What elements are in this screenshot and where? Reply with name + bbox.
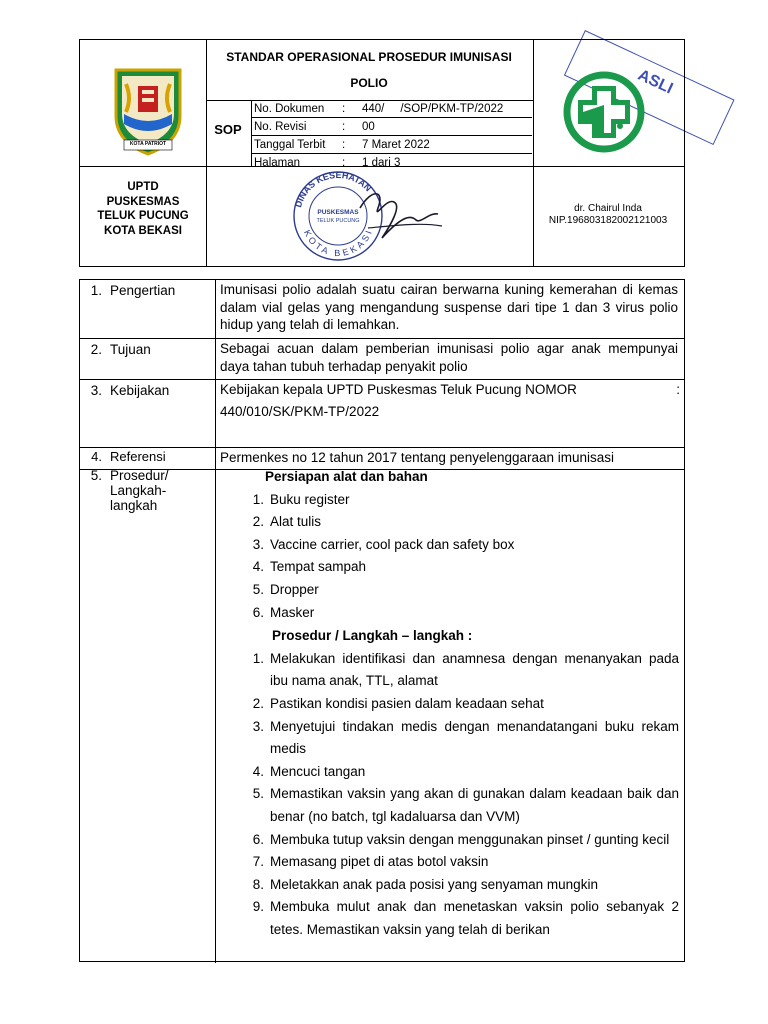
meta-row — [251, 118, 532, 136]
meta-label: No. Dokumen — [254, 102, 325, 115]
meta-value: 440/ /SOP/PKM-TP/2022 — [362, 102, 504, 115]
list-item-number: 2. — [252, 695, 264, 711]
proc-title: Prosedur / Langkah – langkah : — [272, 628, 473, 644]
list-item-number: 1. — [252, 491, 264, 507]
list-item-number: 4. — [252, 559, 264, 575]
section-number: 5. — [90, 468, 102, 483]
section-text: Permenkes no 12 tahun 2017 tentang penyelenggaraan imunisasi — [220, 450, 615, 465]
list-item — [234, 851, 679, 874]
list-item-text: Vaccine carrier, cool pack dan safety box — [270, 536, 515, 552]
signer — [533, 203, 683, 227]
section-label — [80, 280, 210, 303]
list-item-text: Melakukan identifikasi dan anamnesa dengan menanyakan pada ibu nama anak, TTL, alamat — [270, 650, 679, 689]
section-title: langkah — [110, 498, 158, 513]
list-item-text: Menyetujui tindakan medis dengan menandatangani buku rekam medis — [270, 718, 679, 757]
section-title: Langkah- — [110, 483, 167, 498]
stamp-center-1: PUSKESMAS — [317, 209, 359, 216]
meta-row — [251, 136, 532, 154]
section-text — [220, 379, 680, 423]
policy-text: Kebijakan kepala UPTD Puskesmas Teluk Pucung NOMOR — [220, 382, 577, 397]
sop-label: SOP — [214, 122, 242, 137]
list-item-number: 6. — [252, 831, 264, 847]
section-number: 1. — [90, 283, 102, 298]
section-number: 4. — [91, 449, 102, 464]
list-item-text: Membuka tutup vaksin dengan menggunakan pinset / gunting kecil — [270, 831, 670, 847]
org-name — [80, 180, 206, 238]
stamp-center-2: TELUK PUCUNG — [316, 218, 360, 224]
meta-label: No. Revisi — [254, 120, 307, 133]
list-item-text: Memastikan vaksin yang akan di gunakan dalam keadaan baik dan benar (no batch, tgl kadaluarsa dan VVM) — [270, 786, 679, 824]
list-item-number: 5. — [252, 786, 264, 802]
list-item-text: Dropper — [270, 581, 319, 597]
list-item — [234, 579, 679, 602]
list-item-text: Pastikan kondisi pasien dalam keadaan sehat — [270, 695, 544, 711]
list-item — [234, 556, 679, 579]
meta-sep: : — [342, 120, 346, 133]
list-item — [234, 716, 679, 761]
title-line-1: STANDAR OPERASIONAL PROSEDUR IMUNISASI — [226, 50, 512, 64]
list-item-text: Meletakkan anak pada posisi yang senyaman mungkin — [270, 876, 598, 892]
signer-nip: NIP.196803182002121003 — [548, 215, 668, 226]
list-item — [234, 511, 679, 534]
list-item-number: 3. — [252, 718, 264, 734]
list-item — [234, 648, 679, 693]
asli-stamp-text: ASLI — [635, 66, 676, 98]
list-item — [234, 761, 679, 784]
list-item — [234, 693, 679, 716]
list-item-text: Memasang pipet di atas botol vaksin — [270, 854, 489, 870]
meta-label: Halaman — [254, 156, 301, 169]
policy-number: 440/010/SK/PKM-TP/2022 — [220, 404, 380, 419]
section-label — [80, 339, 210, 362]
section-number: 3. — [90, 383, 102, 398]
section-title: Tujuan — [110, 342, 151, 357]
policy-colon: : — [676, 382, 680, 397]
section-label — [80, 380, 210, 403]
list-item-text: Membuka mulut anak dan menetaskan vaksin polio sebanyak 2 tetes. Memastikan vaksin yang telah di berikan — [270, 899, 679, 937]
meta-value: 7 Maret 2022 — [362, 138, 430, 151]
meta-value: 1 dari 3 — [362, 156, 401, 169]
section-title: Prosedur/ — [110, 468, 169, 483]
list-item — [234, 602, 679, 625]
kota-bekasi-logo — [108, 64, 188, 159]
section-text: Sebagai acuan dalam pemberian imunisasi polio agar anak mempunyai daya tahan tubuh terhadap penyakit polio — [220, 341, 678, 374]
puskesmas-logo — [562, 70, 646, 154]
org-line: PUSKESMAS — [106, 195, 180, 208]
list-item-number: 1. — [252, 650, 264, 666]
section-label — [80, 446, 210, 469]
list-item-number: 5. — [252, 581, 264, 597]
section-text: Imunisasi polio adalah suatu cairan berwarna kuning kemerahan di kemas dalam vial gelas yang mengandung suspense dari tipe 1 dan 3 virus polio hidup yang telah di lemahkan. — [220, 282, 678, 332]
list-item-number: 2. — [252, 514, 264, 530]
section-number: 2. — [90, 342, 102, 357]
list-item-number: 9. — [252, 899, 264, 915]
org-line: UPTD — [127, 181, 159, 193]
list-item — [234, 783, 679, 828]
meta-sep: : — [342, 102, 346, 115]
official-stamp — [290, 168, 450, 264]
list-item — [234, 829, 679, 852]
procedure-content — [234, 466, 679, 941]
meta-value: 00 — [362, 120, 375, 133]
proc-list — [234, 648, 679, 942]
stamp-bottom-text: KOTA BEKASI — [301, 226, 375, 259]
list-item — [234, 874, 679, 897]
list-item — [234, 896, 679, 941]
list-item-number: 4. — [252, 763, 264, 779]
list-item-text: Alat tulis — [270, 514, 322, 530]
prep-list — [234, 489, 679, 625]
stamp-top-text: DINAS KESEHATAN — [293, 169, 374, 209]
org-line: KOTA BEKASI — [104, 224, 182, 237]
list-item-number: 3. — [252, 536, 264, 552]
title-line-2: POLIO — [350, 76, 388, 90]
list-item — [234, 489, 679, 512]
list-item-number: 8. — [252, 876, 264, 892]
section-title: Kebijakan — [110, 383, 170, 398]
section-title: Referensi — [110, 449, 166, 464]
logo-caption: KOTA PATRIOT — [129, 141, 167, 147]
document-meta — [251, 100, 532, 171]
document-title — [206, 44, 532, 96]
meta-label: Tanggal Terbit — [254, 138, 326, 151]
meta-sep: : — [342, 138, 346, 151]
list-item-text: Masker — [270, 604, 315, 620]
list-item-text: Buku register — [270, 491, 350, 507]
section-label — [80, 468, 210, 513]
list-item-number: 6. — [252, 604, 264, 620]
meta-sep: : — [342, 156, 346, 169]
prep-title: Persiapan alat dan bahan — [265, 469, 428, 484]
meta-row — [251, 100, 532, 118]
list-item-text: Tempat sampah — [270, 559, 367, 575]
list-item-text: Mencuci tangan — [270, 763, 366, 779]
list-item — [234, 534, 679, 557]
list-item-number: 7. — [252, 854, 264, 870]
section-title: Pengertian — [110, 283, 176, 298]
signer-name: dr. Chairul Inda — [574, 203, 642, 214]
org-line: TELUK PUCUNG — [97, 210, 189, 222]
